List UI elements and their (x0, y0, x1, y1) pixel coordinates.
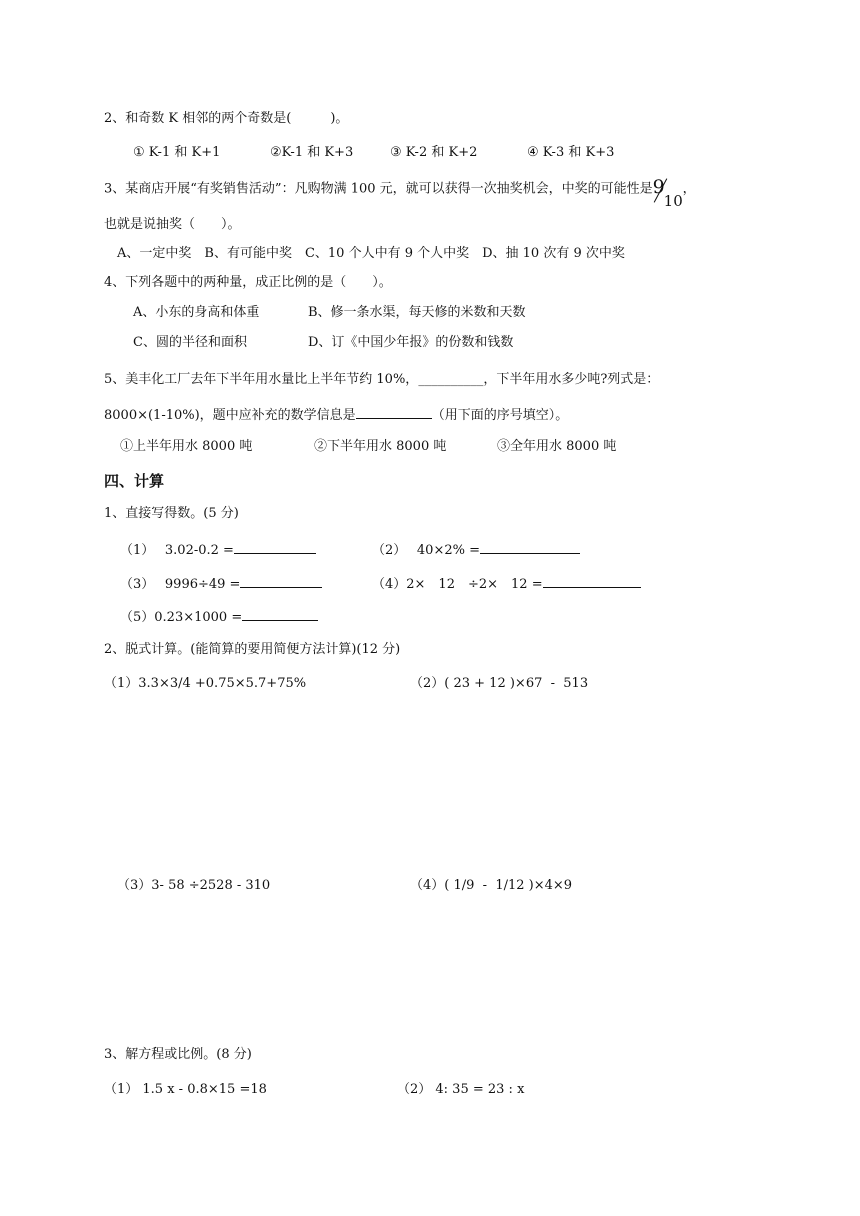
q3-text-before: 3、某商店开展“有奖销售活动”：凡购物满 100 元，就可以获得一次抽奖机会，中奖的可能性是 (104, 181, 653, 197)
q2-text: 2、和奇数 K 相邻的两个奇数是( )。 (104, 111, 349, 126)
step-calc-item-2: （2）( 23 + 12 )×67 - 513 (410, 676, 589, 691)
q5-line1-before: 5、美丰化工厂去年下半年用水量比上半年节约 10%， (104, 372, 419, 387)
q4-option-d: D、订《中国少年报》的份数和钱数 (308, 335, 514, 350)
calc-answer-blank (480, 540, 580, 554)
calc-item-2-text: （2） 40×2% = (372, 543, 480, 558)
q4-option-b: B、修一条水渠，每天修的米数和天数 (308, 305, 526, 320)
calc-answer-blank (242, 607, 318, 621)
section-4-title: 四、计算 (104, 472, 165, 490)
q2-option-1: ① K-1 和 K+1 (133, 145, 221, 160)
probability-fraction (652, 174, 683, 210)
q5-line2-before: 8000×(1-10%)，题中应补充的数学信息是 (104, 408, 356, 423)
part2-title: 2、脱式计算。(能简算的要用简便方法计算)(12 分) (104, 642, 401, 657)
q5-line1 (104, 371, 659, 389)
step-calc-item-1: （1）3.3×3/4 +0.75×5.7+75% (104, 676, 307, 691)
q5-option-2: ②下半年用水 8000 吨 (314, 439, 447, 454)
fraction-numerator: 9 (652, 176, 665, 198)
q3-options: A、一定中奖 B、有可能中奖 C、10 个人中有 9 个人中奖 D、抽 10 次有 9 次中奖 (117, 246, 625, 261)
equation-item-1: （1） 1.5 x - 0.8×15 =18 (104, 1082, 267, 1097)
calc-item-5 (120, 607, 318, 627)
calc-item-3 (120, 574, 322, 594)
q5-line2-after: （用下面的序号填空）。 (431, 408, 569, 423)
q3-text-after: ， (682, 181, 696, 197)
calc-item-1-text: （1） 3.02-0.2 = (120, 543, 234, 558)
q2-option-3: ③ K-2 和 K+2 (390, 145, 478, 160)
q3-line2: 也就是说抽奖（ ）。 (104, 217, 241, 232)
part1-title: 1、直接写得数。(5 分) (104, 506, 239, 521)
part3-title: 3、解方程或比例。(8 分) (104, 1047, 252, 1062)
q2-option-4: ④ K-3 和 K+3 (527, 145, 615, 160)
step-calc-item-4: （4）( 1/9 - 1/12 )×4×9 (410, 878, 573, 893)
q4-text: 4、下列各题中的两种量，成正比例的是（ ）。 (104, 275, 392, 290)
calc-answer-blank (240, 574, 322, 588)
q3-text (104, 174, 696, 210)
calc-item-2 (372, 540, 580, 560)
q5-option-3: ③全年用水 8000 吨 (497, 439, 617, 454)
fraction-denominator: 10 (663, 192, 683, 210)
q4-option-c: C、圆的半径和面积 (133, 335, 247, 350)
calc-item-3-text: （3） 9996÷49 = (120, 577, 241, 592)
calc-item-4-text: （4）2× 12 ÷2× 12 = (372, 577, 543, 592)
q5-option-1: ①上半年用水 8000 吨 (120, 439, 253, 454)
q5-line2 (104, 405, 568, 425)
calc-item-4 (372, 574, 641, 594)
calc-item-1 (120, 540, 316, 560)
calc-answer-blank (543, 574, 641, 588)
q5-line1-after: ，下半年用水多少吨?列式是： (483, 372, 660, 387)
calc-answer-blank (234, 540, 316, 554)
q5-answer-blank (356, 405, 432, 419)
step-calc-item-3: （3）3- 58 ÷2528 - 310 (117, 878, 271, 893)
q5-line1-blank: __________ (418, 372, 484, 387)
q2-option-2: ②K-1 和 K+3 (270, 145, 354, 160)
equation-item-2: （2） 4: 35 = 23 : x (397, 1082, 525, 1097)
q4-option-a: A、小东的身高和体重 (133, 305, 260, 320)
calc-item-5-text: （5）0.23×1000 = (120, 610, 243, 625)
